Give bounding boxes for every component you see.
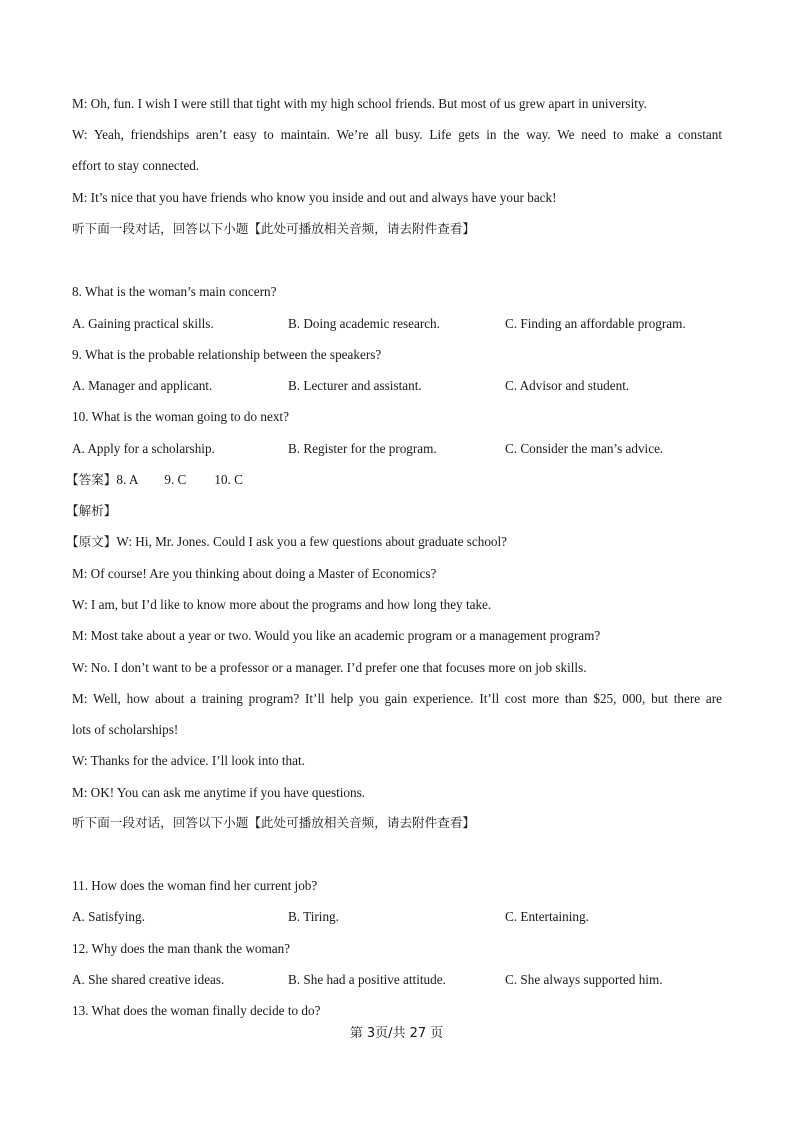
option-a: A. She shared creative ideas. [72,972,225,987]
option-b: B. She had a positive attitude. [288,972,446,987]
option-row [0,441,793,457]
transcript-line: W: Thanks for the advice. I’ll look into that. [72,753,305,768]
option-a: A. Manager and applicant. [72,378,213,393]
audio-instruction: 听下面一段对话，回答以下小题【此处可播放相关音频，请去附件查看】 [72,815,475,830]
dialogue-line: M: Oh, fun. I wish I were still that tight with my high school friends. But most of us grew apart in university. [72,96,647,111]
option-row [0,972,793,988]
transcript-line: lots of scholarships! [72,722,179,737]
question-stem: 8. What is the woman’s main concern? [72,284,277,299]
analysis-label: 【解析】 [66,503,117,518]
transcript-label: 【原文】 [66,534,117,549]
question-stem: 12. Why does the man thank the woman? [72,941,291,956]
option-row [0,378,793,394]
question-stem: 10. What is the woman going to do next? [72,409,289,424]
transcript-text: W: Hi, Mr. Jones. Could I ask you a few questions about graduate school? [116,534,508,549]
transcript-line: W: I am, but I’d like to know more about the programs and how long they take. [72,597,492,612]
transcript-line [66,534,507,550]
option-a: A. Satisfying. [72,909,145,924]
option-b: B. Tiring. [288,909,339,924]
option-c: C. Finding an affordable program. [505,316,686,331]
transcript-line: M: Of course! Are you thinking about doing a Master of Economics? [72,566,437,581]
answer-label: 【答案】 [66,472,117,487]
answer-line [66,472,243,488]
page-footer: 第 3页/共 27 页 [349,1026,444,1041]
option-a: A. Gaining practical skills. [72,316,214,331]
dialogue-line: W: Yeah, friendships aren’t easy to maintain. We’re all busy. Life gets in the way. We need to make a constant [72,127,722,142]
question-stem: 9. What is the probable relationship between the speakers? [72,347,382,362]
question-stem: 11. How does the woman find her current job? [72,878,318,893]
option-c: C. Advisor and student. [505,378,630,393]
option-b: B. Lecturer and assistant. [288,378,422,393]
option-a: A. Apply for a scholarship. [72,441,215,456]
dialogue-line: M: It’s nice that you have friends who know you inside and out and always have your back! [72,190,557,205]
transcript-line: M: Most take about a year or two. Would you like an academic program or a management program? [72,628,601,643]
option-b: B. Register for the program. [288,441,437,456]
option-c: C. Entertaining. [505,909,589,924]
option-c: C. Consider the man’s advice. [505,441,664,456]
transcript-line: M: OK! You can ask me anytime if you have questions. [72,785,366,800]
transcript-line: W: No. I don’t want to be a professor or a manager. I’d prefer one that focuses more on job skills. [72,660,587,675]
answer-item: 10. C [214,472,243,487]
answer-item: 9. C [164,472,187,487]
option-row [0,909,793,925]
answer-item: 8. A [116,472,139,487]
option-c: C. She always supported him. [505,972,663,987]
option-b: B. Doing academic research. [288,316,440,331]
audio-instruction: 听下面一段对话，回答以下小题【此处可播放相关音频，请去附件查看】 [72,221,475,236]
dialogue-line: effort to stay connected. [72,158,200,173]
question-stem: 13. What does the woman finally decide to do? [72,1003,321,1018]
option-row [0,316,793,332]
transcript-line: M: Well, how about a training program? It’ll help you gain experience. It’ll cost more than $25, 000, but there are [72,691,722,706]
